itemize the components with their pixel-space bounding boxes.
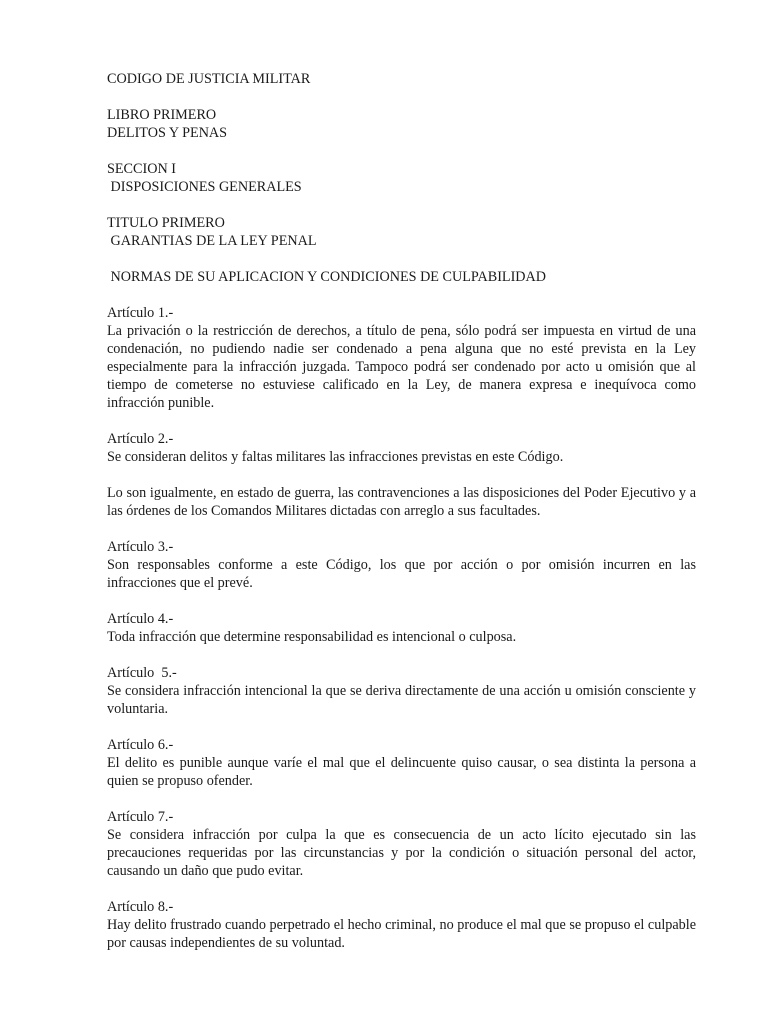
spacer bbox=[107, 88, 696, 106]
book-subtitle: DELITOS Y PENAS bbox=[107, 125, 228, 141]
norms-heading: NORMAS DE SU APLICACION Y CONDICIONES DE CULPABILIDAD bbox=[107, 269, 547, 285]
article-paragraph: Se considera infracción por culpa la que es consecuencia de un acto lícito ejecutado sin las precauciones requeridas por las circunstancias y por la condición o situación personal del actor, causando un daño que pudo evitar. bbox=[107, 827, 696, 879]
spacer bbox=[107, 592, 696, 610]
spacer bbox=[107, 880, 696, 898]
article-heading: Artículo 3.- bbox=[107, 539, 174, 555]
section-heading: SECCION I bbox=[107, 161, 176, 177]
article-heading: Artículo 8.- bbox=[107, 899, 174, 915]
article-heading: Artículo 6.- bbox=[107, 737, 174, 753]
code-title: CODIGO DE JUSTICIA MILITAR bbox=[107, 71, 311, 87]
spacer bbox=[107, 520, 696, 538]
article-paragraph: Toda infracción que determine responsabilidad es intencional o culposa. bbox=[107, 629, 517, 645]
article-5 bbox=[107, 664, 696, 718]
spacer bbox=[107, 196, 696, 214]
article-heading: Artículo 7.- bbox=[107, 809, 174, 825]
article-7 bbox=[107, 808, 696, 880]
spacer bbox=[107, 286, 696, 304]
article-heading: Artículo 5.- bbox=[107, 665, 177, 681]
spacer bbox=[107, 412, 696, 430]
article-paragraph: Lo son igualmente, en estado de guerra, las contravenciones a las disposiciones del Poder Ejecutivo y a las órdenes de los Comandos Militares dictadas con arreglo a sus facultades. bbox=[107, 485, 696, 519]
article-6 bbox=[107, 736, 696, 790]
article-2 bbox=[107, 430, 696, 520]
article-heading: Artículo 4.- bbox=[107, 611, 174, 627]
spacer bbox=[107, 466, 696, 484]
spacer bbox=[107, 790, 696, 808]
article-3 bbox=[107, 538, 696, 592]
article-8 bbox=[107, 898, 696, 952]
article-1 bbox=[107, 304, 696, 412]
spacer bbox=[107, 646, 696, 664]
spacer bbox=[107, 142, 696, 160]
article-heading: Artículo 2.- bbox=[107, 431, 174, 447]
spacer bbox=[107, 250, 696, 268]
title-subtitle: GARANTIAS DE LA LEY PENAL bbox=[107, 233, 317, 249]
article-paragraph: El delito es punible aunque varíe el mal que el delincuente quiso causar, o sea distinta la persona a quien se propuso ofender. bbox=[107, 755, 696, 789]
article-heading: Artículo 1.- bbox=[107, 305, 174, 321]
article-4 bbox=[107, 610, 696, 646]
article-paragraph: Se considera infracción intencional la que se deriva directamente de una acción u omisión consciente y voluntaria. bbox=[107, 683, 696, 717]
article-paragraph: Se consideran delitos y faltas militares las infracciones previstas en este Código. bbox=[107, 449, 564, 465]
title-heading: TITULO PRIMERO bbox=[107, 215, 225, 231]
spacer bbox=[107, 718, 696, 736]
article-paragraph: La privación o la restricción de derechos, a título de pena, sólo podrá ser impuesta en virtud de una condenación, no pudiendo nadie ser condenado a pena alguna que no esté prevista en la Ley especialmente para la infracción juzgada. Tampoco podrá ser condenado por acto u omisión que al tiempo de cometerse no estuviese calificado en la Ley, de manera expresa e inequívoca como infracción punible. bbox=[107, 323, 696, 411]
article-paragraph: Hay delito frustrado cuando perpetrado el hecho criminal, no produce el mal que se propuso el culpable por causas independientes de su voluntad. bbox=[107, 917, 696, 951]
book-heading: LIBRO PRIMERO bbox=[107, 107, 217, 123]
article-paragraph: Son responsables conforme a este Código, los que por acción o por omisión incurren en las infracciones que el prevé. bbox=[107, 557, 696, 591]
section-subtitle: DISPOSICIONES GENERALES bbox=[107, 179, 302, 195]
